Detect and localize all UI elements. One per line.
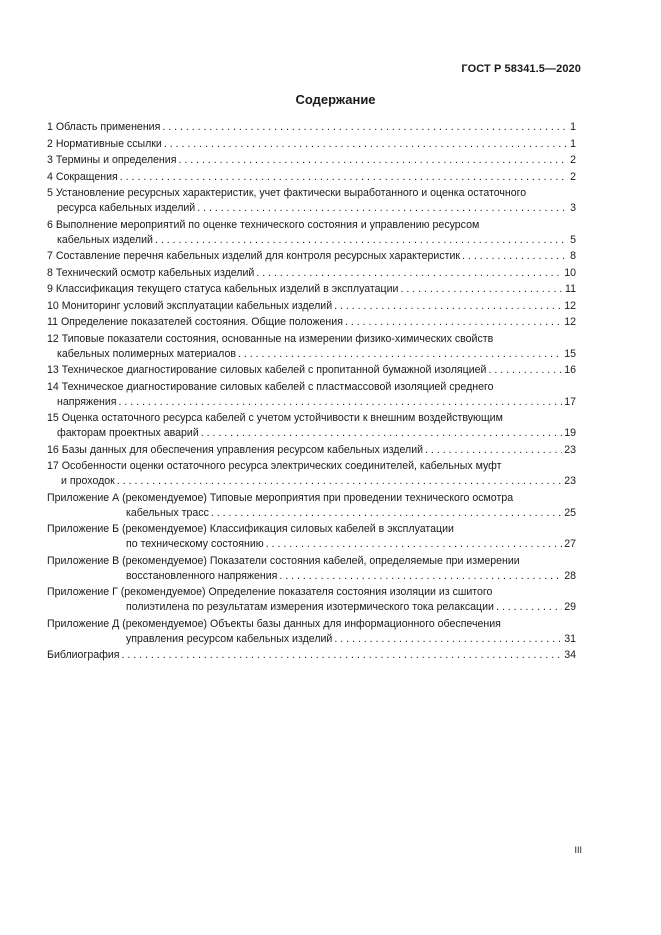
doc-code: ГОСТ Р 58341.5—2020 — [461, 63, 581, 75]
toc-entry-page: 19 — [564, 427, 576, 439]
dot-leader — [334, 299, 562, 314]
toc-entry-title: 3 Термины и определения — [47, 154, 177, 166]
toc-entry-title: 4 Сокращения — [47, 170, 118, 183]
toc-entry-title: Приложение Д (рекомендуемое) Объекты базы данных для информационного обеспечения — [47, 617, 501, 630]
toc-entry-title: 16 Базы данных для обеспечения управления ресурсом кабельных изделий — [47, 443, 424, 456]
toc-entry-page: 2 — [570, 154, 576, 166]
toc-entry[interactable] — [47, 282, 576, 297]
dot-leader — [496, 600, 562, 615]
dot-leader — [164, 137, 568, 152]
toc-entry[interactable] — [47, 137, 576, 152]
toc-entry-title: 17 Особенности оценки остаточного ресурса электрических соединителей, кабельных муфт — [47, 460, 502, 472]
dot-leader — [118, 395, 562, 410]
toc-entry[interactable] — [47, 266, 576, 281]
dot-leader — [238, 347, 562, 362]
toc-entry-page: 25 — [564, 506, 576, 519]
dot-leader — [425, 443, 562, 458]
toc-entry[interactable] — [47, 585, 576, 615]
toc-entry[interactable] — [47, 617, 576, 647]
toc-entry-page: 29 — [564, 601, 576, 613]
toc-entry[interactable] — [47, 153, 576, 168]
toc-entry-title: Приложение Б (рекомендуемое) Классификация силовых кабелей в эксплуатации — [47, 523, 454, 535]
toc-entry[interactable] — [47, 443, 576, 458]
dot-leader — [334, 632, 562, 647]
toc-entry[interactable] — [47, 522, 576, 552]
toc-entry[interactable] — [47, 648, 576, 663]
toc-entry-title: по техническому состоянию — [126, 538, 264, 550]
toc-entry-title: и проходок — [61, 475, 115, 487]
dot-leader — [120, 170, 568, 185]
toc-list — [47, 120, 576, 663]
toc-entry-page: 12 — [564, 316, 576, 328]
toc-entry-title: 2 Нормативные ссылки — [47, 137, 162, 150]
toc-entry[interactable] — [47, 170, 576, 185]
toc-entry-title: кабельных изделий — [57, 233, 153, 246]
toc-entry-title: кабельных полимерных материалов — [57, 347, 237, 360]
toc-entry[interactable] — [47, 332, 576, 362]
toc-entry-page: 23 — [564, 475, 576, 487]
dot-leader — [400, 282, 563, 297]
toc-entry-page: 31 — [564, 632, 576, 645]
toc-entry-title: управления ресурсом кабельных изделий — [126, 632, 333, 645]
toc-entry[interactable] — [47, 554, 576, 584]
toc-entry[interactable] — [47, 249, 576, 264]
toc-entry-title: факторам проектных аварий — [57, 427, 199, 439]
toc-entry-page: 28 — [564, 569, 576, 582]
toc-entry[interactable] — [47, 491, 576, 521]
toc-title: Содержание — [295, 92, 376, 107]
toc-entry-title: 13 Техническое диагностирование силовых кабелей с пропитанной бумажной изоляцией — [47, 364, 487, 376]
toc-entry-title: 14 Техническое диагностирование силовых кабелей с пластмассовой изоляцией среднего — [47, 380, 494, 393]
dot-leader — [488, 363, 562, 378]
toc-entry-title: 6 Выполнение мероприятий по оценке технического состояния и управлению ресурсом — [47, 218, 480, 231]
toc-entry-page: 11 — [565, 283, 576, 295]
toc-entry-title: 12 Типовые показатели состояния, основанные на измерении физико-химических свойств — [47, 332, 494, 345]
toc-entry-title: 5 Установление ресурсных характеристик, учет фактически выработанного и оценка остаточного — [47, 187, 527, 199]
dot-leader — [197, 201, 568, 216]
toc-entry-title: 1 Область применения — [47, 121, 161, 133]
dot-leader — [279, 569, 562, 584]
toc-entry[interactable] — [47, 459, 576, 489]
toc-entry-page: 34 — [564, 649, 576, 661]
dot-leader — [211, 506, 562, 521]
toc-entry-page: 2 — [570, 170, 576, 183]
toc-entry-title: 8 Технический осмотр кабельных изделий — [47, 266, 255, 279]
toc-entry-page: 27 — [564, 538, 576, 550]
toc-entry-page: 1 — [570, 137, 576, 150]
toc-entry-page: 10 — [564, 266, 576, 279]
toc-entry-title: кабельных трасс — [126, 506, 209, 519]
toc-entry-title: ресурса кабельных изделий — [57, 202, 196, 214]
dot-leader — [162, 120, 568, 135]
toc-entry[interactable] — [47, 380, 576, 410]
dot-leader — [462, 249, 568, 264]
toc-entry-page: 16 — [564, 364, 576, 376]
dot-leader — [266, 537, 562, 552]
toc-entry-page: 8 — [570, 250, 576, 262]
toc-entry-title: Библиография — [47, 649, 120, 661]
toc-entry[interactable] — [47, 315, 576, 330]
toc-entry-title: восстановленного напряжения — [126, 569, 278, 582]
toc-entry-page: 17 — [564, 395, 576, 408]
dot-leader — [256, 266, 562, 281]
toc-entry-page: 3 — [570, 202, 576, 214]
toc-entry-page: 1 — [570, 121, 576, 133]
toc-entry-title: напряжения — [57, 395, 117, 408]
toc-entry[interactable] — [47, 299, 576, 314]
dot-leader — [178, 153, 568, 168]
dot-leader — [201, 426, 562, 441]
toc-entry-title: Приложение А (рекомендуемое) Типовые мероприятия при проведении технического осмотра — [47, 491, 514, 504]
toc-entry[interactable] — [47, 186, 576, 216]
toc-entry-title: 7 Составление перечня кабельных изделий для контроля ресурсных характеристик — [47, 250, 461, 262]
toc-entry[interactable] — [47, 363, 576, 378]
toc-entry[interactable] — [47, 120, 576, 135]
toc-entry-title: 15 Оценка остаточного ресурса кабелей с учетом устойчивости к внешним воздействующим — [47, 412, 503, 424]
dot-leader — [155, 233, 568, 248]
toc-entry-title: 10 Мониторинг условий эксплуатации кабельных изделий — [47, 299, 333, 312]
toc-entry-title: 9 Классификация текущего статуса кабельных изделий в эксплуатации — [47, 283, 399, 295]
toc-entry-page: 12 — [564, 299, 576, 312]
dot-leader — [345, 315, 562, 330]
toc-entry-page: 23 — [564, 443, 576, 456]
toc-entry-page: 15 — [564, 347, 576, 360]
toc-entry[interactable] — [47, 411, 576, 441]
page-number: III — [574, 845, 582, 855]
dot-leader — [117, 474, 562, 489]
dot-leader — [121, 648, 562, 663]
toc-entry-title: 11 Определение показателей состояния. Общие положения — [47, 316, 343, 328]
toc-entry-title: полиэтилена по результатам измерения изотермического тока релаксации — [126, 601, 494, 613]
toc-entry-page: 5 — [570, 233, 576, 246]
toc-entry[interactable] — [47, 218, 576, 248]
toc-entry-title: Приложение В (рекомендуемое) Показатели состояния кабелей, определяемые при измерении — [47, 554, 520, 567]
toc-entry-title: Приложение Г (рекомендуемое) Определение показателя состояния изоляции из сшитого — [47, 586, 493, 598]
